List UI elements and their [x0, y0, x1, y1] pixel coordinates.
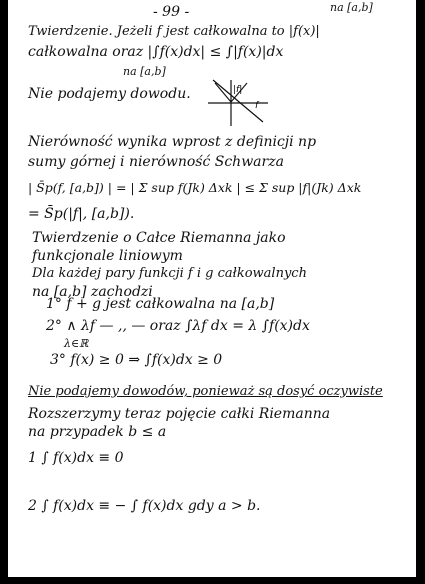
theorem-linear-title-2: funkcjonale liniowym — [32, 248, 183, 264]
notebook-page — [8, 0, 416, 577]
no-proofs-line: Nie podajemy dowodów, ponieważ są dosyć oczywiste — [28, 384, 383, 399]
extension-line-1: Rozszerzymy teraz pojęcie całki Riemanna — [28, 406, 331, 422]
abs-f-label: |f| — [233, 85, 243, 95]
page-number: - 99 - — [153, 4, 190, 20]
extension-line-2: na przypadek b ≤ a — [28, 424, 167, 440]
theorem-line-2: całkowalna oraz |∫f(x)dx| ≤ ∫|f(x)|dx — [28, 44, 284, 60]
f-label: f — [255, 101, 259, 111]
property-2: 2° ∧ λf — ,, — oraz ∫λf dx = λ ∫f(x)dx — [46, 318, 310, 334]
definition-2: 2 ∫ f(x)dx ≡ − ∫ f(x)dx gdy a > b. — [28, 498, 261, 514]
property-3: 3° f(x) ≥ 0 ⇒ ∫f(x)dx ≥ 0 — [50, 352, 223, 368]
theorem-linear-line-3: Dla każdej pary funkcji f i g całkowalnych — [32, 266, 307, 281]
margin-note: na [a,b] — [330, 1, 373, 14]
interval-note: na [a,b] — [123, 65, 166, 78]
theorem-line-1: Twierdzenie. Jeżeli f jest całkowalna to |f(x)| — [28, 24, 320, 39]
remark-line-1: Nierówność wynika wprost z definicji np — [28, 134, 317, 150]
remark-line-2: sumy górnej i nierówność Schwarza — [28, 154, 284, 170]
no-proof-line: Nie podajemy dowodu. — [28, 86, 191, 102]
theorem-linear-line-4: na [a,b] zachodzi — [32, 284, 153, 300]
property-1: 1° f + g jest całkowalna na [a,b] — [46, 296, 275, 312]
inequality-line: | S̄p(f, [a,b]) | = | Σ sup f(Jk) Δxk | ≤ Σ sup |f|(Jk) Δxk — [28, 180, 362, 195]
inequality-result: = S̄p(|f|, [a,b]). — [28, 206, 135, 222]
property-2-subscript: λ∈ℝ — [64, 337, 89, 350]
definition-1: 1 ∫ f(x)dx ≡ 0 — [28, 450, 124, 466]
function-sketch — [203, 78, 273, 128]
theorem-linear-title-1: Twierdzenie o Całce Riemanna jako — [32, 230, 286, 246]
